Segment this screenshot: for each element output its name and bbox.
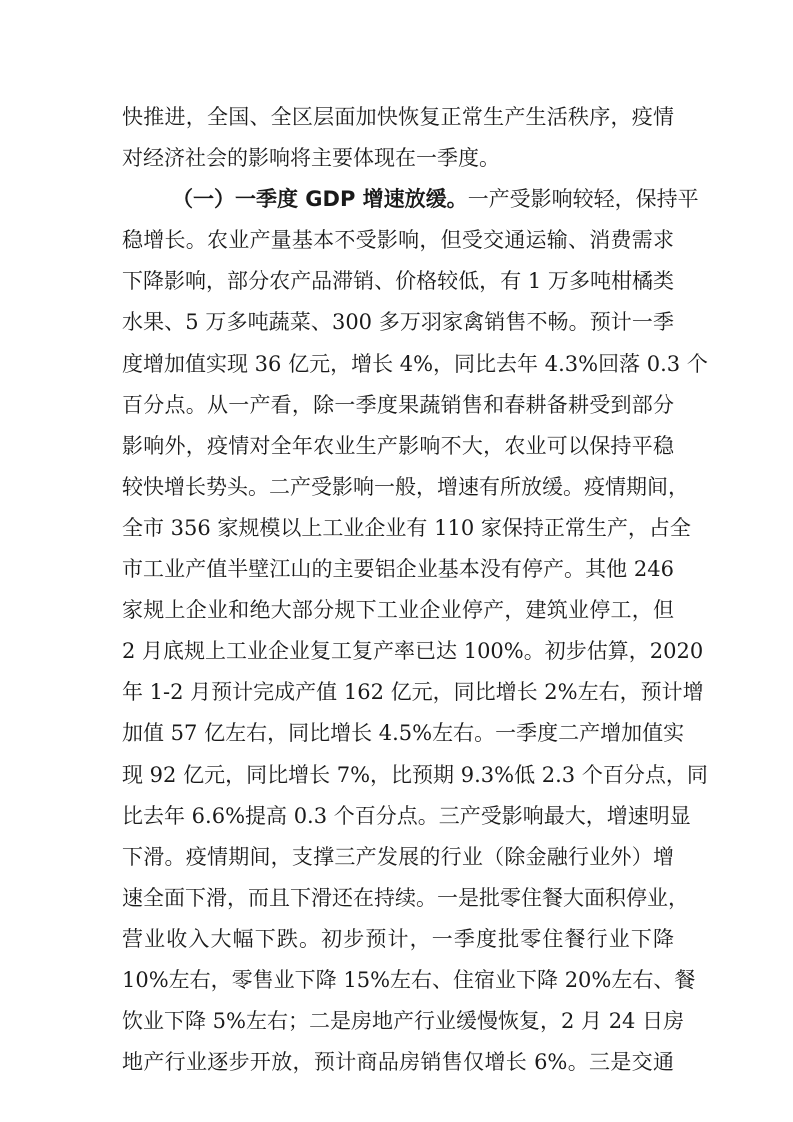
text-line: 下降影响，部分农产品滞销、价格较低，有 1 万多吨柑橘类: [122, 269, 674, 294]
text-line: 现 92 亿元，同比增长 7%，比预期 9.3%低 2.3 个百分点，同: [122, 762, 708, 787]
section-heading-line: [122, 179, 699, 220]
text-line: 稳增长。农业产量基本不受影响，但受交通运输、消费需求: [122, 228, 674, 253]
text-line: 速全面下滑，而且下滑还在持续。一是批零住餐大面积停业，: [122, 885, 689, 910]
text-line: 水果、5 万多吨蔬菜、300 多万羽家禽销售不畅。预计一季: [122, 310, 674, 335]
text-line: 加值 57 亿左右，同比增长 4.5%左右。一季度二产增加值实: [122, 721, 685, 746]
section-heading: （一）一季度 GDP 增速放缓。: [172, 187, 468, 212]
document-page: [122, 97, 708, 1083]
text-line: 较快增长势头。二产受影响一般，增速有所放缓。疫情期间，: [122, 474, 689, 499]
text-line: 下滑。疫情期间，支撑三产发展的行业（除金融行业外）增: [122, 844, 674, 869]
text-line: 2 月底规上工业企业复工复产率已达 100%。初步估算，2020: [122, 639, 704, 664]
text-line: 影响外，疫情对全年农业生产影响不大，农业可以保持平稳: [122, 433, 674, 458]
text-line: 10%左右，零售业下降 15%左右、住宿业下降 20%左右、餐: [122, 967, 696, 992]
text-line: 年 1-2 月预计完成产值 162 亿元，同比增长 2%左右，预计增: [122, 680, 704, 705]
text-line: 营业收入大幅下跌。初步预计，一季度批零住餐行业下降: [122, 926, 674, 951]
text-line: 比去年 6.6%提高 0.3 个百分点。三产受影响最大，增速明显: [122, 803, 691, 828]
text-line: 市工业产值半壁江山的主要铝企业基本没有停产。其他 246: [122, 557, 674, 582]
paragraph-section-1: [122, 179, 708, 1083]
text-line: 对经济社会的影响将主要体现在一季度。: [122, 146, 500, 171]
text-run: 一产受影响较轻，保持平: [467, 187, 699, 212]
text-line: 地产行业逐步开放，预计商品房销售仅增长 6%。三是交通: [122, 1050, 674, 1075]
text-line: 快推进，全国、全区层面加快恢复正常生产生活秩序，疫情: [122, 105, 674, 129]
text-line: 家规上企业和绝大部分规下工业企业停产，建筑业停工，但: [122, 598, 674, 623]
text-line: 度增加值实现 36 亿元，增长 4%，同比去年 4.3%回落 0.3 个: [122, 351, 708, 376]
paragraph-intro-tail: [122, 97, 674, 179]
text-line: 饮业下降 5%左右；二是房地产行业缓慢恢复，2 月 24 日房: [122, 1009, 685, 1034]
text-line: 全市 356 家规模以上工业企业有 110 家保持正常生产，占全: [122, 515, 691, 540]
text-line: 百分点。从一产看，除一季度果蔬销售和春耕备耕受到部分: [122, 392, 674, 417]
